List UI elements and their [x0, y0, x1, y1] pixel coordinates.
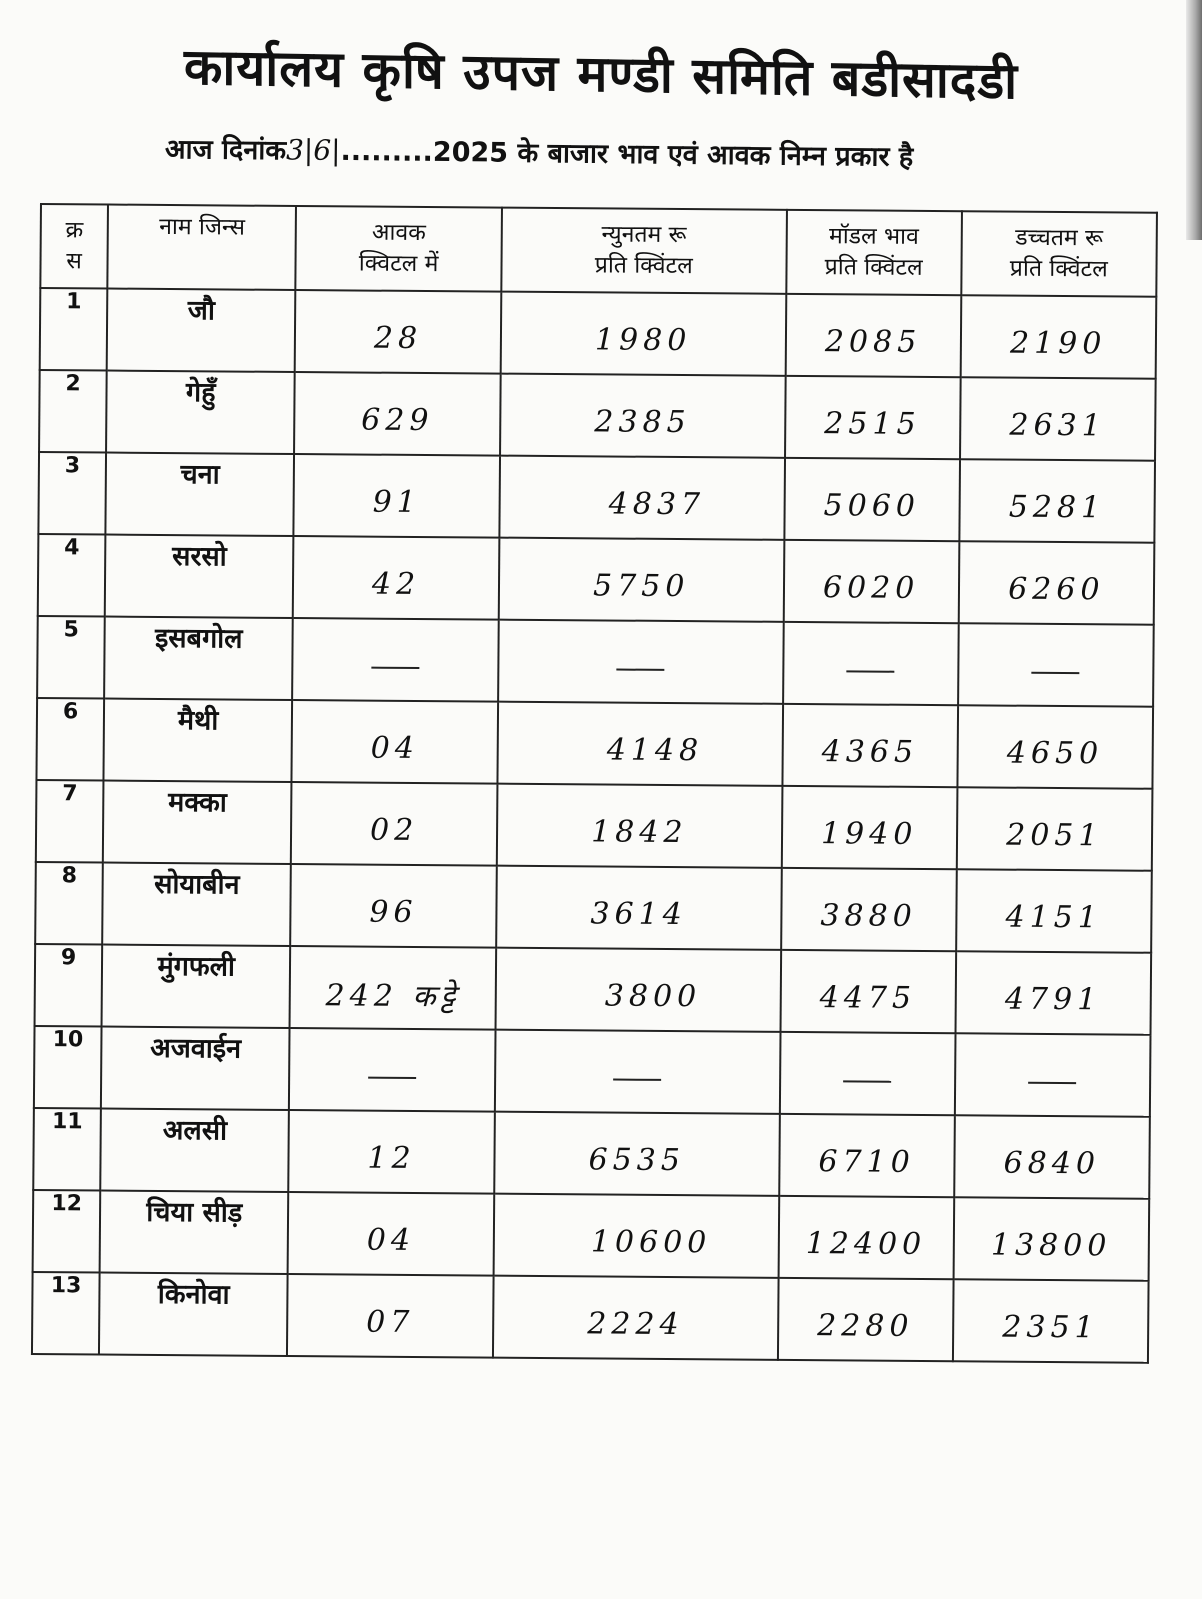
date-line: [165, 129, 914, 174]
header-max-price: डच्चतम रू प्रति क्विंटल: [961, 211, 1157, 297]
min-price: 4148: [497, 702, 782, 786]
max-price: 2631: [960, 377, 1156, 461]
min-price: 1980: [501, 292, 786, 376]
arrival-quintal: 12: [289, 1110, 495, 1194]
arrival-quintal: 629: [294, 372, 500, 456]
min-price: 5750: [499, 538, 784, 622]
commodity-name: मैथी: [104, 699, 293, 782]
empty-dash: [368, 1076, 416, 1078]
max-price: [958, 623, 1154, 707]
header-min-price: न्युनतम रू प्रति क्विंटल: [501, 208, 786, 294]
modal-price: 2085: [785, 294, 961, 377]
modal-price: 1940: [781, 786, 957, 869]
table-row: [35, 862, 1152, 953]
max-price: 2051: [956, 787, 1152, 871]
commodity-name: सोयाबीन: [102, 863, 291, 946]
commodity-name: जौ: [107, 289, 296, 372]
max-price: 13800: [953, 1197, 1149, 1281]
modal-price: 4365: [782, 704, 958, 787]
min-price: 3614: [496, 866, 781, 950]
market-price-table: [31, 203, 1158, 1364]
table-row: [36, 780, 1153, 871]
arrival-quintal: [292, 618, 498, 702]
min-price: 2224: [493, 1276, 778, 1360]
scanner-edge-shadow: [1186, 0, 1202, 240]
modal-price: 2515: [785, 376, 961, 459]
table-row: [33, 1108, 1150, 1199]
max-price: [955, 1033, 1151, 1117]
serial-number: 7: [36, 780, 104, 863]
serial-number: 12: [33, 1190, 101, 1273]
max-price: 2351: [953, 1279, 1149, 1363]
serial-number: 10: [34, 1026, 102, 1109]
modal-price: 2280: [778, 1278, 954, 1361]
arrival-quintal: 42: [293, 536, 499, 620]
min-price: [495, 1030, 780, 1114]
max-price: 5281: [959, 459, 1155, 543]
max-price: 4791: [955, 951, 1151, 1035]
commodity-name: मक्का: [103, 781, 292, 864]
max-price: 2190: [960, 295, 1156, 379]
empty-dash: [846, 670, 894, 672]
commodity-name: किनोवा: [99, 1273, 288, 1356]
commodity-name: चिया सीड़: [100, 1191, 289, 1274]
empty-dash: [371, 666, 419, 668]
handwritten-date: 3|6|: [285, 133, 341, 167]
arrival-quintal: 91: [294, 454, 500, 538]
commodity-name: अजवाईन: [101, 1027, 290, 1110]
serial-number: 9: [35, 944, 103, 1027]
arrival-quintal: 07: [287, 1274, 493, 1358]
header-commodity: नाम जिन्स: [107, 205, 296, 290]
serial-number: 4: [38, 534, 106, 617]
max-price: 4151: [956, 869, 1152, 953]
empty-dash: [617, 668, 665, 670]
serial-number: 2: [39, 370, 107, 453]
commodity-name: गेहुँ: [106, 371, 295, 454]
table-row: [35, 944, 1152, 1035]
commodity-name: मुंगफली: [102, 945, 291, 1028]
modal-price: 12400: [778, 1196, 954, 1279]
table-row: [40, 288, 1157, 379]
min-price: 4837: [499, 456, 784, 540]
modal-price: 5060: [784, 458, 960, 541]
min-price: 2385: [500, 374, 785, 458]
table-row: [32, 1272, 1149, 1363]
table-row: [38, 452, 1155, 543]
max-price: 6260: [958, 541, 1154, 625]
serial-number: 8: [35, 862, 103, 945]
min-price: [498, 620, 783, 704]
arrival-quintal: 04: [292, 700, 498, 784]
table-row: [36, 698, 1153, 789]
arrival-quintal: [289, 1028, 495, 1112]
max-price: 6840: [954, 1115, 1150, 1199]
page-title: कार्यालय कृषि उपज मण्डी समिति बडीसादडी: [183, 37, 1019, 111]
arrival-quintal: 96: [291, 864, 497, 948]
min-price: 6535: [494, 1112, 779, 1196]
modal-price: 6710: [779, 1114, 955, 1197]
table-row: [34, 1026, 1151, 1117]
serial-number: 13: [32, 1272, 100, 1355]
table-row: [39, 370, 1156, 461]
serial-number: 3: [38, 452, 106, 535]
header-serial: क्र स: [40, 204, 108, 289]
table-header-row: [40, 204, 1157, 297]
modal-price: 3880: [781, 868, 957, 951]
min-price: 1842: [497, 784, 782, 868]
date-dots: .........: [340, 135, 434, 168]
min-price: 3800: [495, 948, 780, 1032]
serial-number: 5: [37, 616, 105, 699]
empty-dash: [1032, 671, 1080, 673]
serial-number: 6: [36, 698, 104, 781]
arrival-quintal: 04: [288, 1192, 494, 1276]
modal-price: [780, 1032, 956, 1115]
serial-number: 1: [40, 288, 108, 371]
commodity-name: इसबगोल: [104, 617, 293, 700]
table-row: [37, 616, 1154, 707]
date-prefix: आज दिनांक: [164, 134, 287, 167]
empty-dash: [843, 1080, 891, 1082]
date-suffix: 2025 के बाजार भाव एवं आवक निम्न प्रकार है: [432, 136, 914, 173]
header-modal-price: मॉडल भाव प्रति क्विंटल: [786, 210, 962, 295]
arrival-quintal: 28: [295, 290, 501, 374]
commodity-name: चना: [106, 453, 295, 536]
modal-price: 6020: [783, 540, 959, 623]
commodity-name: सरसो: [105, 535, 294, 618]
empty-dash: [1028, 1081, 1076, 1083]
commodity-name: अलसी: [100, 1109, 289, 1192]
arrival-quintal: 242 कट्टे: [290, 946, 496, 1030]
arrival-quintal: 02: [291, 782, 497, 866]
max-price: 4650: [957, 705, 1153, 789]
modal-price: 4475: [780, 950, 956, 1033]
table-row: [38, 534, 1155, 625]
header-arrival: आवक क्विटल में: [296, 206, 502, 292]
serial-number: 11: [33, 1108, 101, 1191]
min-price: 10600: [493, 1194, 778, 1278]
empty-dash: [613, 1078, 661, 1080]
modal-price: [783, 622, 959, 705]
table-row: [33, 1190, 1150, 1281]
